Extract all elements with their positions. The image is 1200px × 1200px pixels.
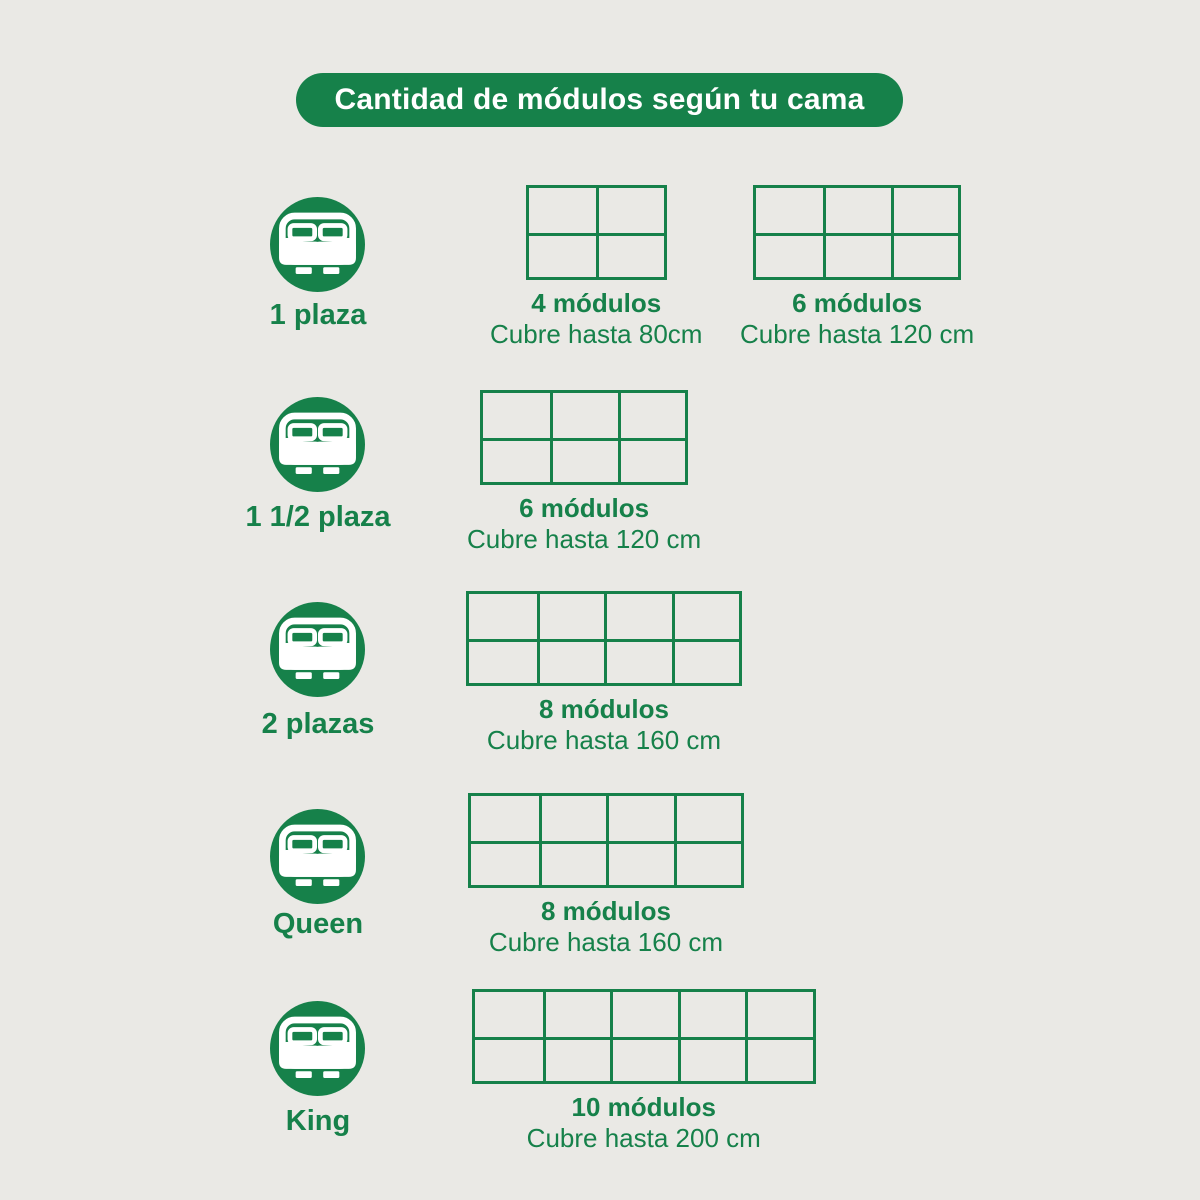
page-title <box>296 73 903 127</box>
module-cell <box>745 1037 813 1082</box>
module-cell <box>618 438 686 483</box>
grid-caption <box>489 898 723 955</box>
module-cell <box>529 188 600 236</box>
coverage-label: Cubre hasta 80cm <box>490 319 703 349</box>
row-label-1-5-plaza: 1 1/2 plaza <box>245 501 391 533</box>
module-cell <box>596 233 664 278</box>
modules-count-label: 8 módulos <box>540 896 671 926</box>
module-cell <box>823 188 894 236</box>
module-cell <box>529 233 600 278</box>
modules-count-label: 6 módulos <box>792 288 923 318</box>
grid-block-queen <box>468 793 744 955</box>
bed-icon-svg <box>270 1001 365 1096</box>
module-cell <box>672 594 740 642</box>
module-cell <box>618 393 686 441</box>
bed-icon <box>270 602 365 697</box>
modules-count-label: 4 módulos <box>531 288 662 318</box>
coverage-label: Cubre hasta 200 cm <box>526 1123 761 1153</box>
module-cell <box>678 992 749 1040</box>
grid-caption <box>490 290 702 347</box>
module-cell <box>471 841 542 886</box>
module-cell <box>891 188 959 236</box>
module-cell <box>596 188 664 236</box>
grid-block-1-plaza-a <box>490 185 702 347</box>
bed-icon-svg <box>270 197 365 292</box>
row-label-king: King <box>285 1105 351 1137</box>
bed-icon <box>270 809 365 904</box>
bed-icon-svg <box>270 602 365 697</box>
module-cell <box>543 992 614 1040</box>
module-cell <box>483 393 554 441</box>
module-cell <box>475 992 546 1040</box>
module-cell <box>678 1037 749 1082</box>
grid-caption <box>527 1094 761 1151</box>
row-label-2-plazas: 2 plazas <box>261 708 375 740</box>
module-cell <box>543 1037 614 1082</box>
module-cell <box>756 233 827 278</box>
module-grid <box>466 591 742 686</box>
module-cell <box>604 639 675 684</box>
module-cell <box>823 233 894 278</box>
grid-block-1-plaza-b <box>740 185 974 347</box>
module-cell <box>550 438 621 483</box>
module-cell <box>610 992 681 1040</box>
coverage-label: Cubre hasta 160 cm <box>486 725 722 755</box>
module-cell <box>606 841 677 886</box>
module-cell <box>550 393 621 441</box>
bed-icon-svg <box>270 809 365 904</box>
bed-icon <box>270 397 365 492</box>
modules-count-label: 10 módulos <box>571 1092 716 1122</box>
module-cell <box>674 841 742 886</box>
module-grid <box>753 185 962 280</box>
module-cell <box>537 594 608 642</box>
grid-block-1-5-plaza <box>467 390 701 552</box>
row-label-1-plaza: 1 plaza <box>269 299 367 331</box>
module-cell <box>672 639 740 684</box>
module-cell <box>610 1037 681 1082</box>
module-cell <box>469 594 540 642</box>
module-cell <box>604 594 675 642</box>
grid-block-2-plazas <box>466 591 742 753</box>
module-cell <box>471 796 542 844</box>
coverage-label: Cubre hasta 120 cm <box>467 524 702 554</box>
bed-icon <box>270 1001 365 1096</box>
module-cell <box>483 438 554 483</box>
module-cell <box>674 796 742 844</box>
module-cell <box>475 1037 546 1082</box>
grid-caption <box>467 495 701 552</box>
module-cell <box>606 796 677 844</box>
bed-icon <box>270 197 365 292</box>
module-grid <box>480 390 689 485</box>
modules-count-label: 6 módulos <box>519 493 650 523</box>
module-cell <box>537 639 608 684</box>
row-label-queen: Queen <box>272 908 364 940</box>
module-cell <box>756 188 827 236</box>
module-grid <box>468 793 744 888</box>
coverage-label: Cubre hasta 120 cm <box>740 319 975 349</box>
bed-icon-svg <box>270 397 365 492</box>
grid-caption <box>740 290 974 347</box>
module-grid <box>472 989 816 1084</box>
module-cell <box>891 233 959 278</box>
module-cell <box>539 841 610 886</box>
module-cell <box>539 796 610 844</box>
page-title-text: Cantidad de módulos según tu cama <box>334 83 865 116</box>
grid-caption <box>487 696 721 753</box>
coverage-label: Cubre hasta 160 cm <box>488 927 724 957</box>
module-grid <box>526 185 667 280</box>
module-cell <box>469 639 540 684</box>
grid-block-king <box>472 989 816 1151</box>
modules-count-label: 8 módulos <box>538 694 669 724</box>
module-cell <box>745 992 813 1040</box>
